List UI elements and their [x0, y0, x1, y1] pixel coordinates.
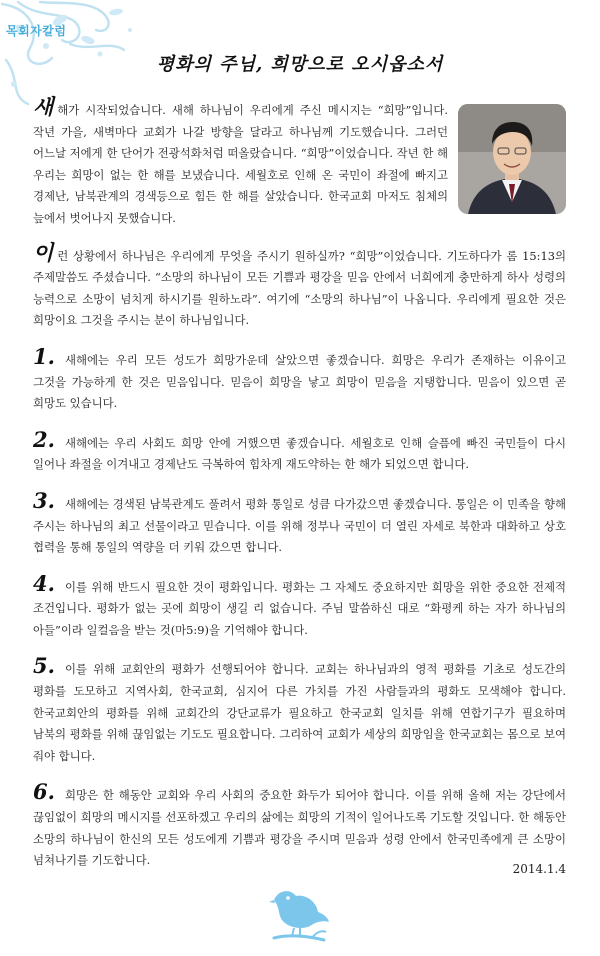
- drop-cap: 새: [33, 94, 54, 119]
- numbered-paragraph-3: [33, 487, 566, 559]
- paragraph-intro: [33, 94, 566, 230]
- page-title: 평화의 주님, 희망으로 오시옵소서: [156, 54, 444, 75]
- numbered-paragraph-2: [33, 426, 566, 476]
- drop-cap: 이: [33, 239, 54, 265]
- item-number: 3.: [33, 487, 55, 513]
- numbered-paragraph-1: [33, 343, 566, 415]
- paragraph-text: 새해에는 우리 모든 성도가 희망가운데 살았으면 좋겠습니다. 희망은 우리가 존재하는 이유이고 그것을 가능하게 한 것은 믿음입니다. 믿음이 희망을 낳고 희망이 믿음을 지탱합니다. 믿음이 있으면 곧 희망도 있습니다.: [33, 352, 566, 411]
- author-photo: [458, 104, 566, 214]
- item-number: 1.: [33, 343, 55, 369]
- item-number: 2.: [33, 426, 55, 452]
- paragraph-text: 희망은 한 해동안 교회와 우리 사회의 중요한 화두가 되어야 합니다. 이를 위해 올해 저는 강단에서 끊임없이 희망의 메시지를 선포하겠고 우리의 삶에는 희망의 기적이 일어나도록 기도할 것입니다. 한 해동안 소망의 하나님이 한신의 모든 성도에게 기쁨과 평강을 주시며 믿음과 성령 안에서 한국민족에게 큰 소망이 넘쳐나기를 기도합니다.: [33, 788, 566, 868]
- paragraph-text: 해가 시작되었습니다. 새해 하나님이 우리에게 주신 메시지는 “희망”입니다. 작년 가을, 새벽마다 교회가 나갈 방향을 달라고 하나님께 기도했습니다. 그러던 어느날 저에게 한 단어가 전광석화처럼 떠올랐습니다. “희망”이었습니다. 작년 한 해 우리는 희망이 없는 한 해를 보냈습니다. 세월호로 인해 온 국민이 좌절에 빠지고 경제난, 남북관계의 경색등으로 힘든 한 해를 살았습니다. 한국교회 마저도 침체의 늪에서 벗어나지 못했습니다.: [33, 103, 448, 225]
- numbered-paragraph-5: [33, 653, 566, 767]
- numbered-paragraph-4: [33, 570, 566, 642]
- paragraph-context: [33, 239, 566, 332]
- numbered-paragraph-6: [33, 779, 566, 871]
- item-number: 6.: [33, 779, 55, 805]
- paragraph-text: 이를 위해 교회안의 평화가 선행되어야 합니다. 교회는 하나님과의 영적 평화를 기초로 성도간의 평화를 도모하고 지역사회, 한국교회, 심지어 다른 가치를 가진 사람들과의 평화도 모색해야 합니다. 한국교회안의 평화를 위해 교회간의 강단교류가 필요하고 한국교회 일치를 위해 연합기구가 필요하며 남북의 평화를 위해 끊임없는 기도도 필요합니다. 그리하여 교회가 세상의 희망임을 한국교회는 몸으로 보여 줘야 합니다.: [33, 662, 566, 763]
- article-body: [33, 94, 566, 872]
- column-date: 2014.1.4: [512, 862, 566, 876]
- item-number: 4.: [33, 570, 55, 596]
- column-badge: 목회자칼럼: [6, 24, 67, 38]
- paragraph-text: 런 상황에서 하나님은 우리에게 무엇을 주시기 원하실까? “희망”이었습니다. 기도하다가 롬 15:13의 주제말씀도 주셨습니다. “소망의 하나님이 모든 기쁨과 평강을 믿음 안에서 너희에게 충만하게 하사 성령의 능력으로 소망이 넘치게 하시기를 원하노라”. 여기에 “소망의 하나님”이 나옵니다. 우리에게 필요한 것은 희망이요 그것을 주시는 분이 하나님입니다.: [33, 248, 566, 328]
- bird-icon: [268, 878, 330, 946]
- paragraph-text: 이를 위해 반드시 필요한 것이 평화입니다. 평화는 그 자체도 중요하지만 희망을 위한 중요한 전제적 조건입니다. 평화가 없는 곳에 희망이 생길 리 없습니다. 주님 말씀하신 대로 “화평케 하는 자가 하나님의 아들”이라 일컬음을 받는 것(마5:9)을 기억해야 합니다.: [33, 579, 566, 637]
- paragraph-text: 새해에는 우리 사회도 희망 안에 거했으면 좋겠습니다. 세월호로 인해 슬픔에 빠진 국민들이 다시 일어나 좌절을 이겨내고 경제난도 극복하여 힘차게 재도약하는 한 해가 되었으면 합니다.: [33, 435, 566, 472]
- item-number: 5.: [33, 653, 55, 679]
- paragraph-text: 새해에는 경색된 남북관계도 풀려서 평화 통일로 성큼 다가갔으면 좋겠습니다. 통일은 이 민족을 향해 주시는 하나님의 최고 선물이라고 믿습니다. 이를 위해 정부나 국민이 더 열린 자세로 북한과 대화하고 상호 협력을 통해 통일의 역량을 더 키워 갔으면 합니다.: [33, 496, 566, 555]
